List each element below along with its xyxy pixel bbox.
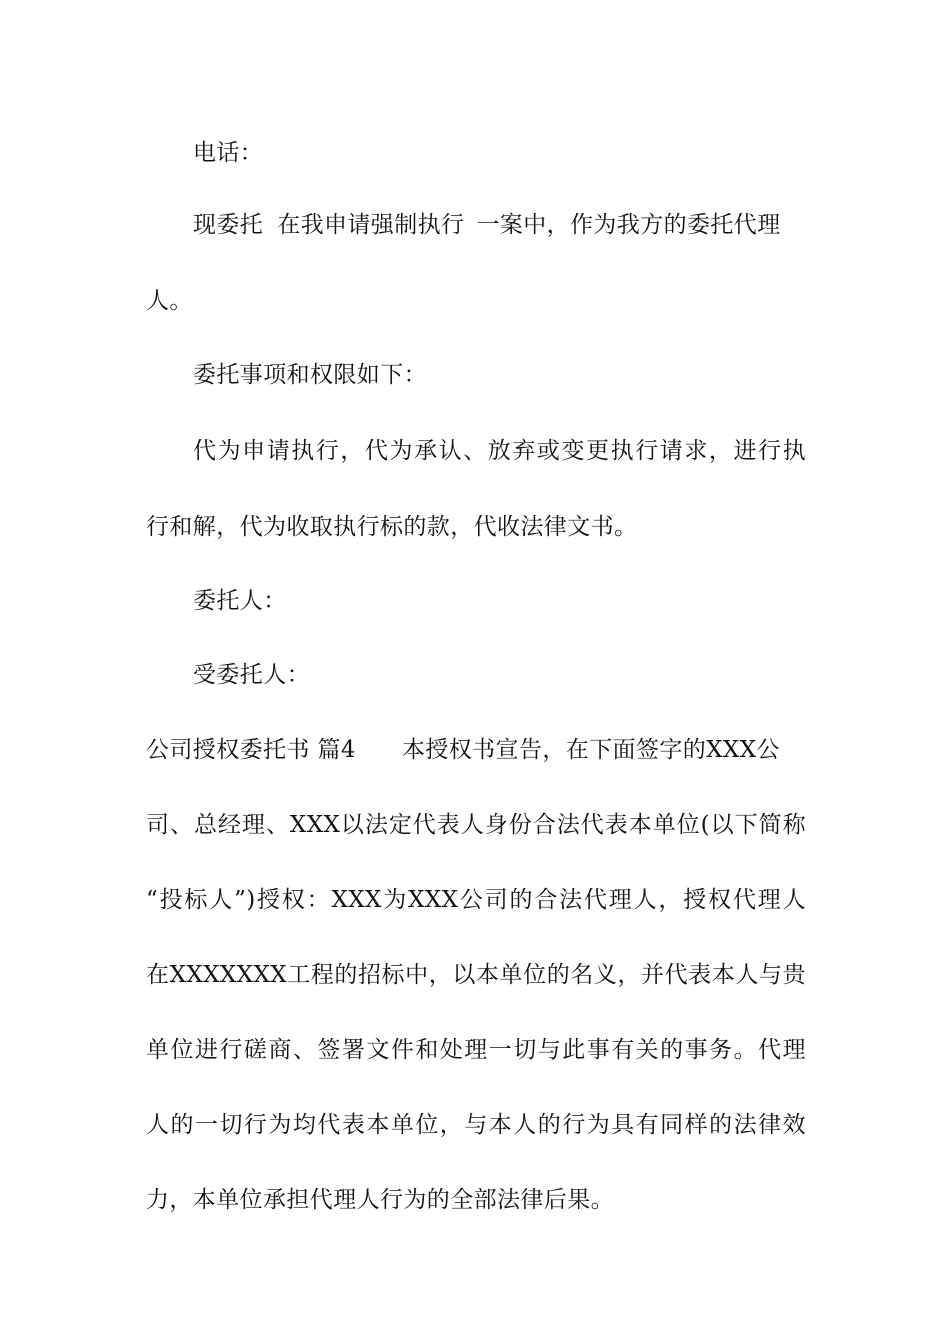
principal-label-text: 委托人： [193,588,287,614]
scope-text-2: 行和解，代为收取执行标的款，代收法律文书。 [146,514,638,540]
entrust-paragraph-line-2 [146,286,806,316]
entrust-text-end: 人。 [146,288,193,314]
entrust-paragraph-line-1 [193,210,806,240]
scope-paragraph-line-2 [146,512,806,542]
section4-text-2: 司、总经理、XXX以法定代表人身份合法代表本单位(以下简称 [146,812,806,838]
section4-text-3: “投标人”)授权：XXX为XXX公司的合法代理人，授权代理人 [146,887,806,913]
section4-line-3 [146,885,806,915]
scope-heading [193,360,806,390]
entrust-text-c: 一案中，作为我方的委托代理 [476,212,781,238]
section4-line-6 [146,1110,806,1140]
section4-text-4: 在XXXXXXX工程的招标中，以本单位的名义，并代表本人与贵 [146,962,806,988]
scope-text-1: 代为申请执行，代为承认、放弃或变更执行请求，进行执 [193,438,806,464]
agent-label [193,660,806,690]
phone-label-text: 电话： [193,140,264,166]
section4-line-1 [146,735,806,765]
section4-line-4 [146,960,806,990]
section4-text-6: 人的一切行为均代表本单位，与本人的行为具有同样的法律效 [146,1112,806,1138]
scope-paragraph-line-1 [193,436,806,466]
phone-label [193,138,806,168]
section4-title: 公司授权委托书 篇4 [146,737,356,763]
section4-line-7 [146,1185,806,1215]
scope-heading-text: 委托事项和权限如下： [193,362,427,388]
section4-line-5 [146,1035,806,1065]
section4-line-2 [146,810,806,840]
principal-label [193,586,806,616]
section4-text-1: 本授权书宣告，在下面签字的XXX公 [401,737,780,763]
entrust-text-b: 在我申请强制执行 [277,212,465,238]
section4-text-7: 力，本单位承担代理人行为的全部法律后果。 [146,1187,614,1213]
section4-text-5: 单位进行磋商、签署文件和处理一切与此事有关的事务。代理 [146,1037,806,1063]
agent-label-text: 受委托人： [193,662,310,688]
entrust-text-a: 现委托 [193,212,264,238]
